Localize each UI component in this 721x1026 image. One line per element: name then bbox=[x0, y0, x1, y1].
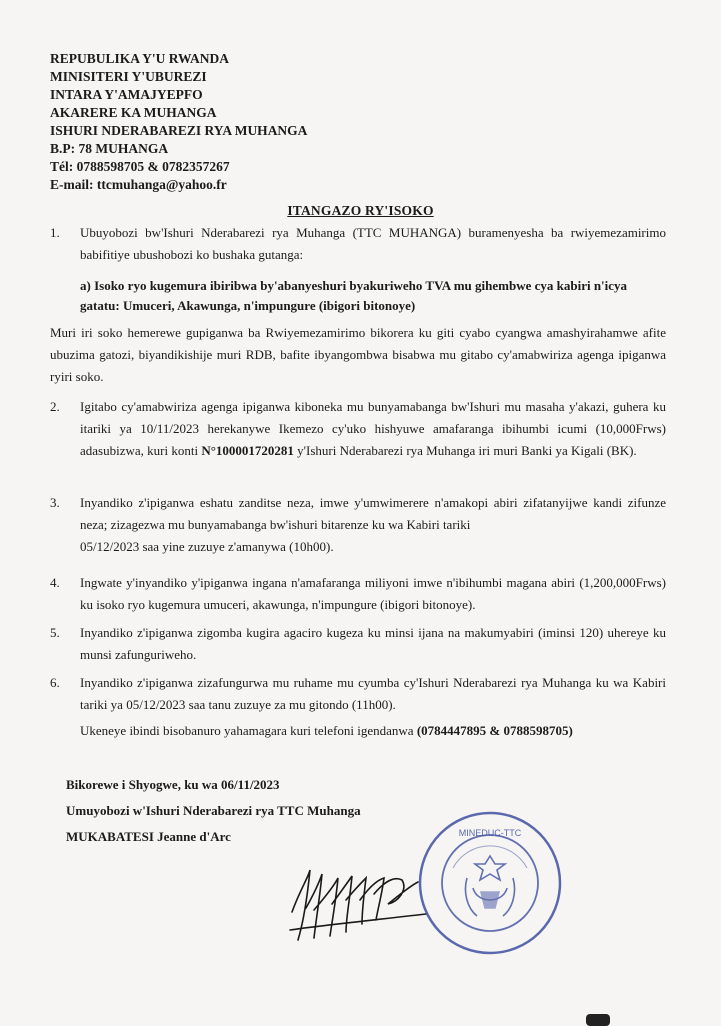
item-text: Inyandiko z'ipiganwa zigomba kugira agaciro kugeza ku minsi ijana na makumyabiri (iminsi 120) uhereye ku munsi zafunguriweho. bbox=[80, 625, 666, 662]
item-text-part: Igitabo cy'amabwiriza agenga ipiganwa kiboneka mu bunyamabanga bw'Ishuri mu masaha y'akazi, guhera ku itariki ya 10/11/2023 herekanywe Ikemezo cy'uko hishyuwe amafaranga ibihumbi icumi (10,000Frws) adasubizwa, kuri konti bbox=[80, 399, 666, 458]
item-number: 3. bbox=[50, 495, 60, 510]
list-item bbox=[50, 396, 666, 462]
item-number: 4. bbox=[50, 575, 60, 590]
letterhead-line: B.P: 78 MUHANGA bbox=[50, 141, 169, 156]
contact-line bbox=[80, 720, 666, 742]
handwritten-signature bbox=[286, 860, 436, 950]
item-number: 6. bbox=[50, 675, 60, 690]
letterhead-line: MINISITERI Y'UBUREZI bbox=[50, 69, 207, 84]
contact-phones: (0784447895 & 0788598705) bbox=[416, 723, 573, 738]
letterhead-line: INTARA Y'AMAJYEPFO bbox=[50, 87, 203, 102]
subitem-a: a) Isoko ryo kugemura ibiribwa by'abanyeshuri byakuriweho TVA mu gihembwe cya kabiri n'icya gatatu: Umuceri, Akawunga, n'impungure (ibigori bitonoye) bbox=[80, 278, 628, 313]
item-number: 5. bbox=[50, 625, 60, 640]
document-title: ITANGAZO RY'ISOKO bbox=[287, 203, 434, 218]
item-text-part: y'Ishuri Nderabarezi rya Muhanga iri muri Banki ya Kigali (BK). bbox=[293, 443, 637, 458]
contact-text: Ukeneye ibindi bisobanuro yahamagara kuri telefoni igendanwa bbox=[80, 723, 417, 738]
place-date: Bikorewe i Shyogwe, ku wa 06/11/2023 bbox=[66, 777, 280, 792]
signature-block bbox=[66, 772, 361, 850]
signatory-role: Umuyobozi w'Ishuri Nderabarezi rya TTC Muhanga bbox=[66, 803, 361, 818]
item-number: 2. bbox=[50, 399, 60, 414]
letterhead-line: REPUBULIKA Y'U RWANDA bbox=[50, 51, 230, 66]
item-number: 1. bbox=[50, 225, 60, 240]
letterhead-line: Tél: 0788598705 & 0782357267 bbox=[50, 159, 230, 174]
item-text: Inyandiko z'ipiganwa eshatu zanditse neza, imwe y'umwimerere n'amakopi abiri zifatanyijwe kandi zifunze neza; zizagezwa mu bunyamabanga bw'ishuri bitarenze ku wa Kabiri tariki bbox=[80, 495, 666, 532]
letterhead-line: ISHURI NDERABAREZI RYA MUHANGA bbox=[50, 123, 308, 138]
item-text: Ingwate y'inyandiko y'ipiganwa ingana n'amafaranga miliyoni imwe n'ibihumbi magana abiri (1,200,000Frws) ku isoko ryo kugemura umuceri, akawunga, n'impungure (ibigori bitonoye). bbox=[80, 575, 666, 612]
list-item bbox=[50, 622, 666, 666]
list-item bbox=[50, 492, 666, 558]
account-number: N°100001720281 bbox=[201, 443, 294, 458]
stamp-lettering: MINEDUC-TTC bbox=[458, 828, 522, 838]
list-item bbox=[50, 222, 666, 266]
list-item bbox=[50, 572, 666, 616]
item-text: Ubuyobozi bw'Ishuri Nderabarezi rya Muhanga (TTC MUHANGA) buramenyesha ba rwiyemezamirimo babifitiye ubushobozi ko bushaka gutanga: bbox=[80, 225, 666, 262]
list-item bbox=[50, 672, 666, 742]
item-text bbox=[80, 396, 666, 462]
corner-artifact bbox=[586, 1014, 610, 1026]
official-stamp bbox=[415, 808, 565, 958]
letterhead bbox=[50, 50, 307, 194]
signatory-name: MUKABATESI Jeanne d'Arc bbox=[66, 829, 231, 844]
paragraph: Muri iri soko hemerewe gupiganwa ba Rwiyemezamirimo bikorera ku giti cyabo cyangwa amashyirahamwe afite ubuzima gatozi, biyandikishije muri RDB, bafite ibyangombwa bisabwa mu gitabo cy'amabwiriza agenga ipiganwa ryiri soko. bbox=[50, 325, 666, 384]
item-text-continuation: 05/12/2023 saa yine zuzuye z'amanywa (10h00). bbox=[80, 539, 334, 554]
letterhead-line: AKARERE KA MUHANGA bbox=[50, 105, 217, 120]
item-text: Inyandiko z'ipiganwa zizafungurwa mu ruhame mu cyumba cy'Ishuri Nderabarezi rya Muhanga ku wa Kabiri tariki ya 05/12/2023 saa tanu zuzuye za mu gitondo (11h00). bbox=[80, 675, 666, 712]
letterhead-line: E-mail: ttcmuhanga@yahoo.fr bbox=[50, 177, 227, 192]
